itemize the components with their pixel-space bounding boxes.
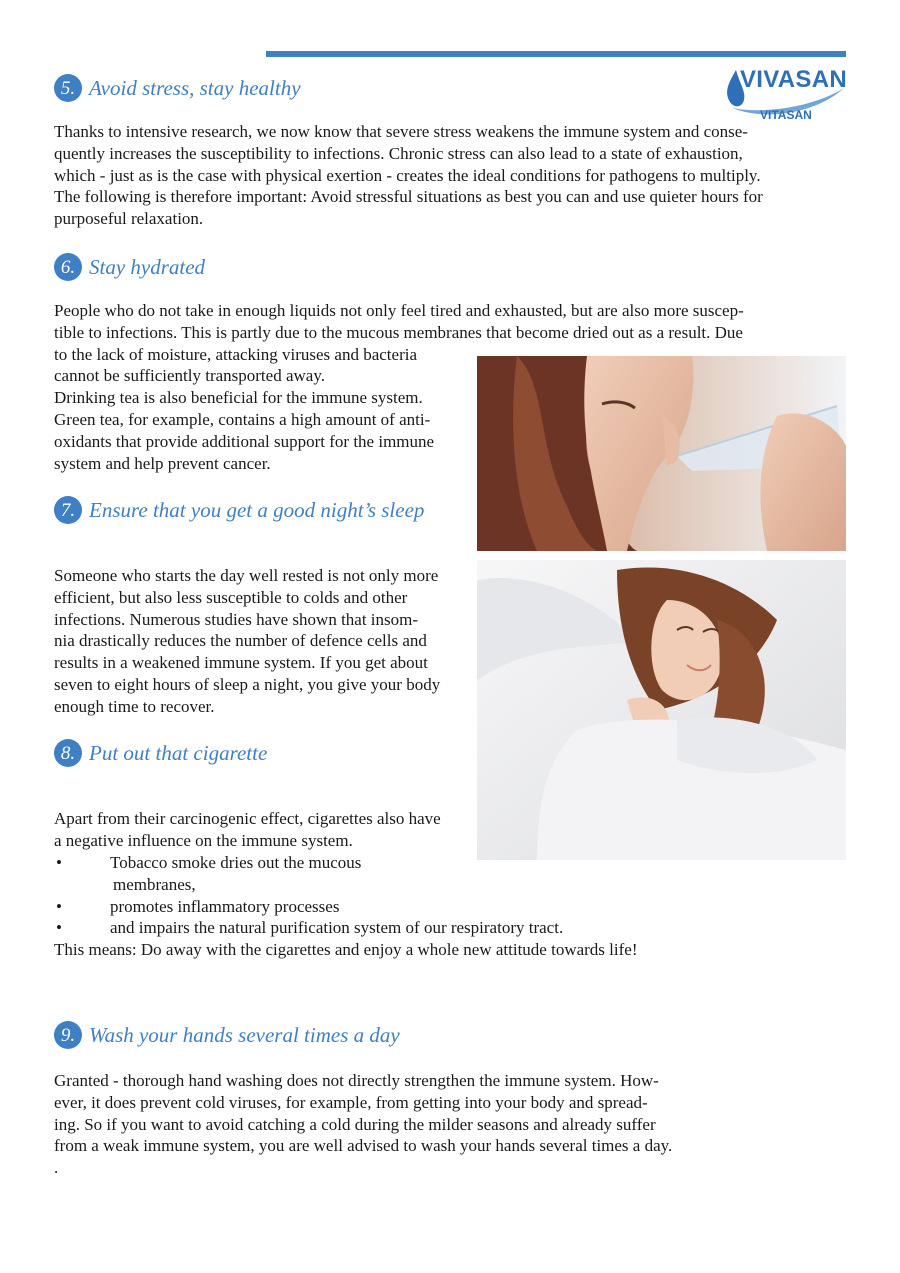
body-line: to the lack of moisture, attacking viruses and bacteria <box>54 344 418 364</box>
list-item-text: Tobacco smoke dries out the mucous <box>110 853 362 872</box>
logo-brand: VIVASAN <box>740 66 848 93</box>
body-line: from a weak immune system, you are well advised to wash your hands several times a day. <box>54 1136 673 1156</box>
body-line: Thanks to intensive research, we now know that severe stress weakens the immune system and conse- <box>54 122 748 141</box>
body-line: oxidants that provide additional support for the immune <box>54 431 435 451</box>
section-7-heading <box>54 496 424 524</box>
list-item-text: membranes, <box>113 874 196 894</box>
cigarette-effects-list <box>54 852 674 939</box>
logo-subbrand: VITASAN <box>760 108 812 122</box>
section-9-heading <box>54 1021 400 1049</box>
body-line: enough time to recover. <box>54 696 215 716</box>
section-6-heading <box>54 253 205 281</box>
body-line: ing. So if you want to avoid catching a cold during the milder seasons and already suffer <box>54 1114 656 1134</box>
body-line: Apart from their carcinogenic effect, cigarettes also have <box>54 809 441 828</box>
sleeping-woman-photo <box>477 560 846 860</box>
section-title: Avoid stress, stay healthy <box>89 75 301 100</box>
list-item-text: and impairs the natural purification system of our respiratory tract. <box>110 918 564 938</box>
body-line: . <box>54 1158 59 1178</box>
body-line: The following is therefore important: Avoid stressful situations as best you can and use quieter hours for <box>54 187 763 207</box>
section-number-badge: 9. <box>54 1021 82 1049</box>
bullet-icon: • <box>56 918 62 938</box>
body-line: quently increases the susceptibility to infections. Chronic stress can also lead to a state of exhaustion, <box>54 143 743 163</box>
section-5-heading <box>54 74 301 102</box>
body-line: purposeful relaxation. <box>54 209 204 229</box>
body-line: system and help prevent cancer. <box>54 453 271 473</box>
body-line: infections. Numerous studies have shown that insom- <box>54 609 419 629</box>
section-5-body <box>54 121 763 230</box>
section-title: Stay hydrated <box>89 254 206 279</box>
vivasan-logo <box>722 64 846 126</box>
list-item-text: promotes inflammatory processes <box>110 896 340 916</box>
section-8-body <box>54 808 441 852</box>
section-number-badge: 6. <box>54 253 82 281</box>
drinking-water-photo <box>477 356 846 551</box>
list-item <box>54 852 674 896</box>
body-line: People who do not take in enough liquids not only feel tired and exhausted, but are also more suscep- <box>54 301 744 320</box>
section-number-badge: 8. <box>54 739 82 767</box>
body-line: Granted - thorough hand washing does not directly strengthen the immune system. How- <box>54 1071 659 1090</box>
body-line: a negative influence on the immune system. <box>54 830 353 850</box>
section-title: Wash your hands several times a day <box>89 1022 400 1047</box>
body-line: Drinking tea is also beneficial for the immune system. <box>54 388 423 408</box>
bullet-icon: • <box>56 853 62 872</box>
body-line: Someone who starts the day well rested is not only more <box>54 566 439 585</box>
section-8-heading <box>54 739 267 767</box>
top-accent-bar <box>266 51 846 57</box>
section-9-body <box>54 1070 672 1179</box>
body-line: seven to eight hours of sleep a night, you give your body <box>54 674 441 694</box>
body-line: ever, it does prevent cold viruses, for example, from getting into your body and spread- <box>54 1092 648 1112</box>
section-number-badge: 5. <box>54 74 82 102</box>
section-7-body <box>54 565 440 718</box>
body-line: efficient, but also less susceptible to colds and other <box>54 587 408 607</box>
list-item <box>54 917 674 939</box>
body-line: Green tea, for example, contains a high amount of anti- <box>54 409 431 429</box>
body-line: This means: Do away with the cigarettes and enjoy a whole new attitude towards life! <box>54 940 638 959</box>
section-title: Put out that cigarette <box>89 740 268 765</box>
body-line: cannot be sufficiently transported away. <box>54 366 325 386</box>
section-title: Ensure that you get a good night’s sleep <box>89 497 425 522</box>
body-line: nia drastically reduces the number of defence cells and <box>54 631 427 651</box>
section-8-closing <box>54 939 638 961</box>
list-item <box>54 896 674 918</box>
bullet-icon: • <box>56 896 62 916</box>
body-line: results in a weakened immune system. If you get about <box>54 653 428 673</box>
body-line: which - just as is the case with physical exertion - creates the ideal conditions for pathogens to multiply. <box>54 165 761 185</box>
section-number-badge: 7. <box>54 496 82 524</box>
body-line: tible to infections. This is partly due to the mucous membranes that become dried out as a result. Due <box>54 322 743 342</box>
